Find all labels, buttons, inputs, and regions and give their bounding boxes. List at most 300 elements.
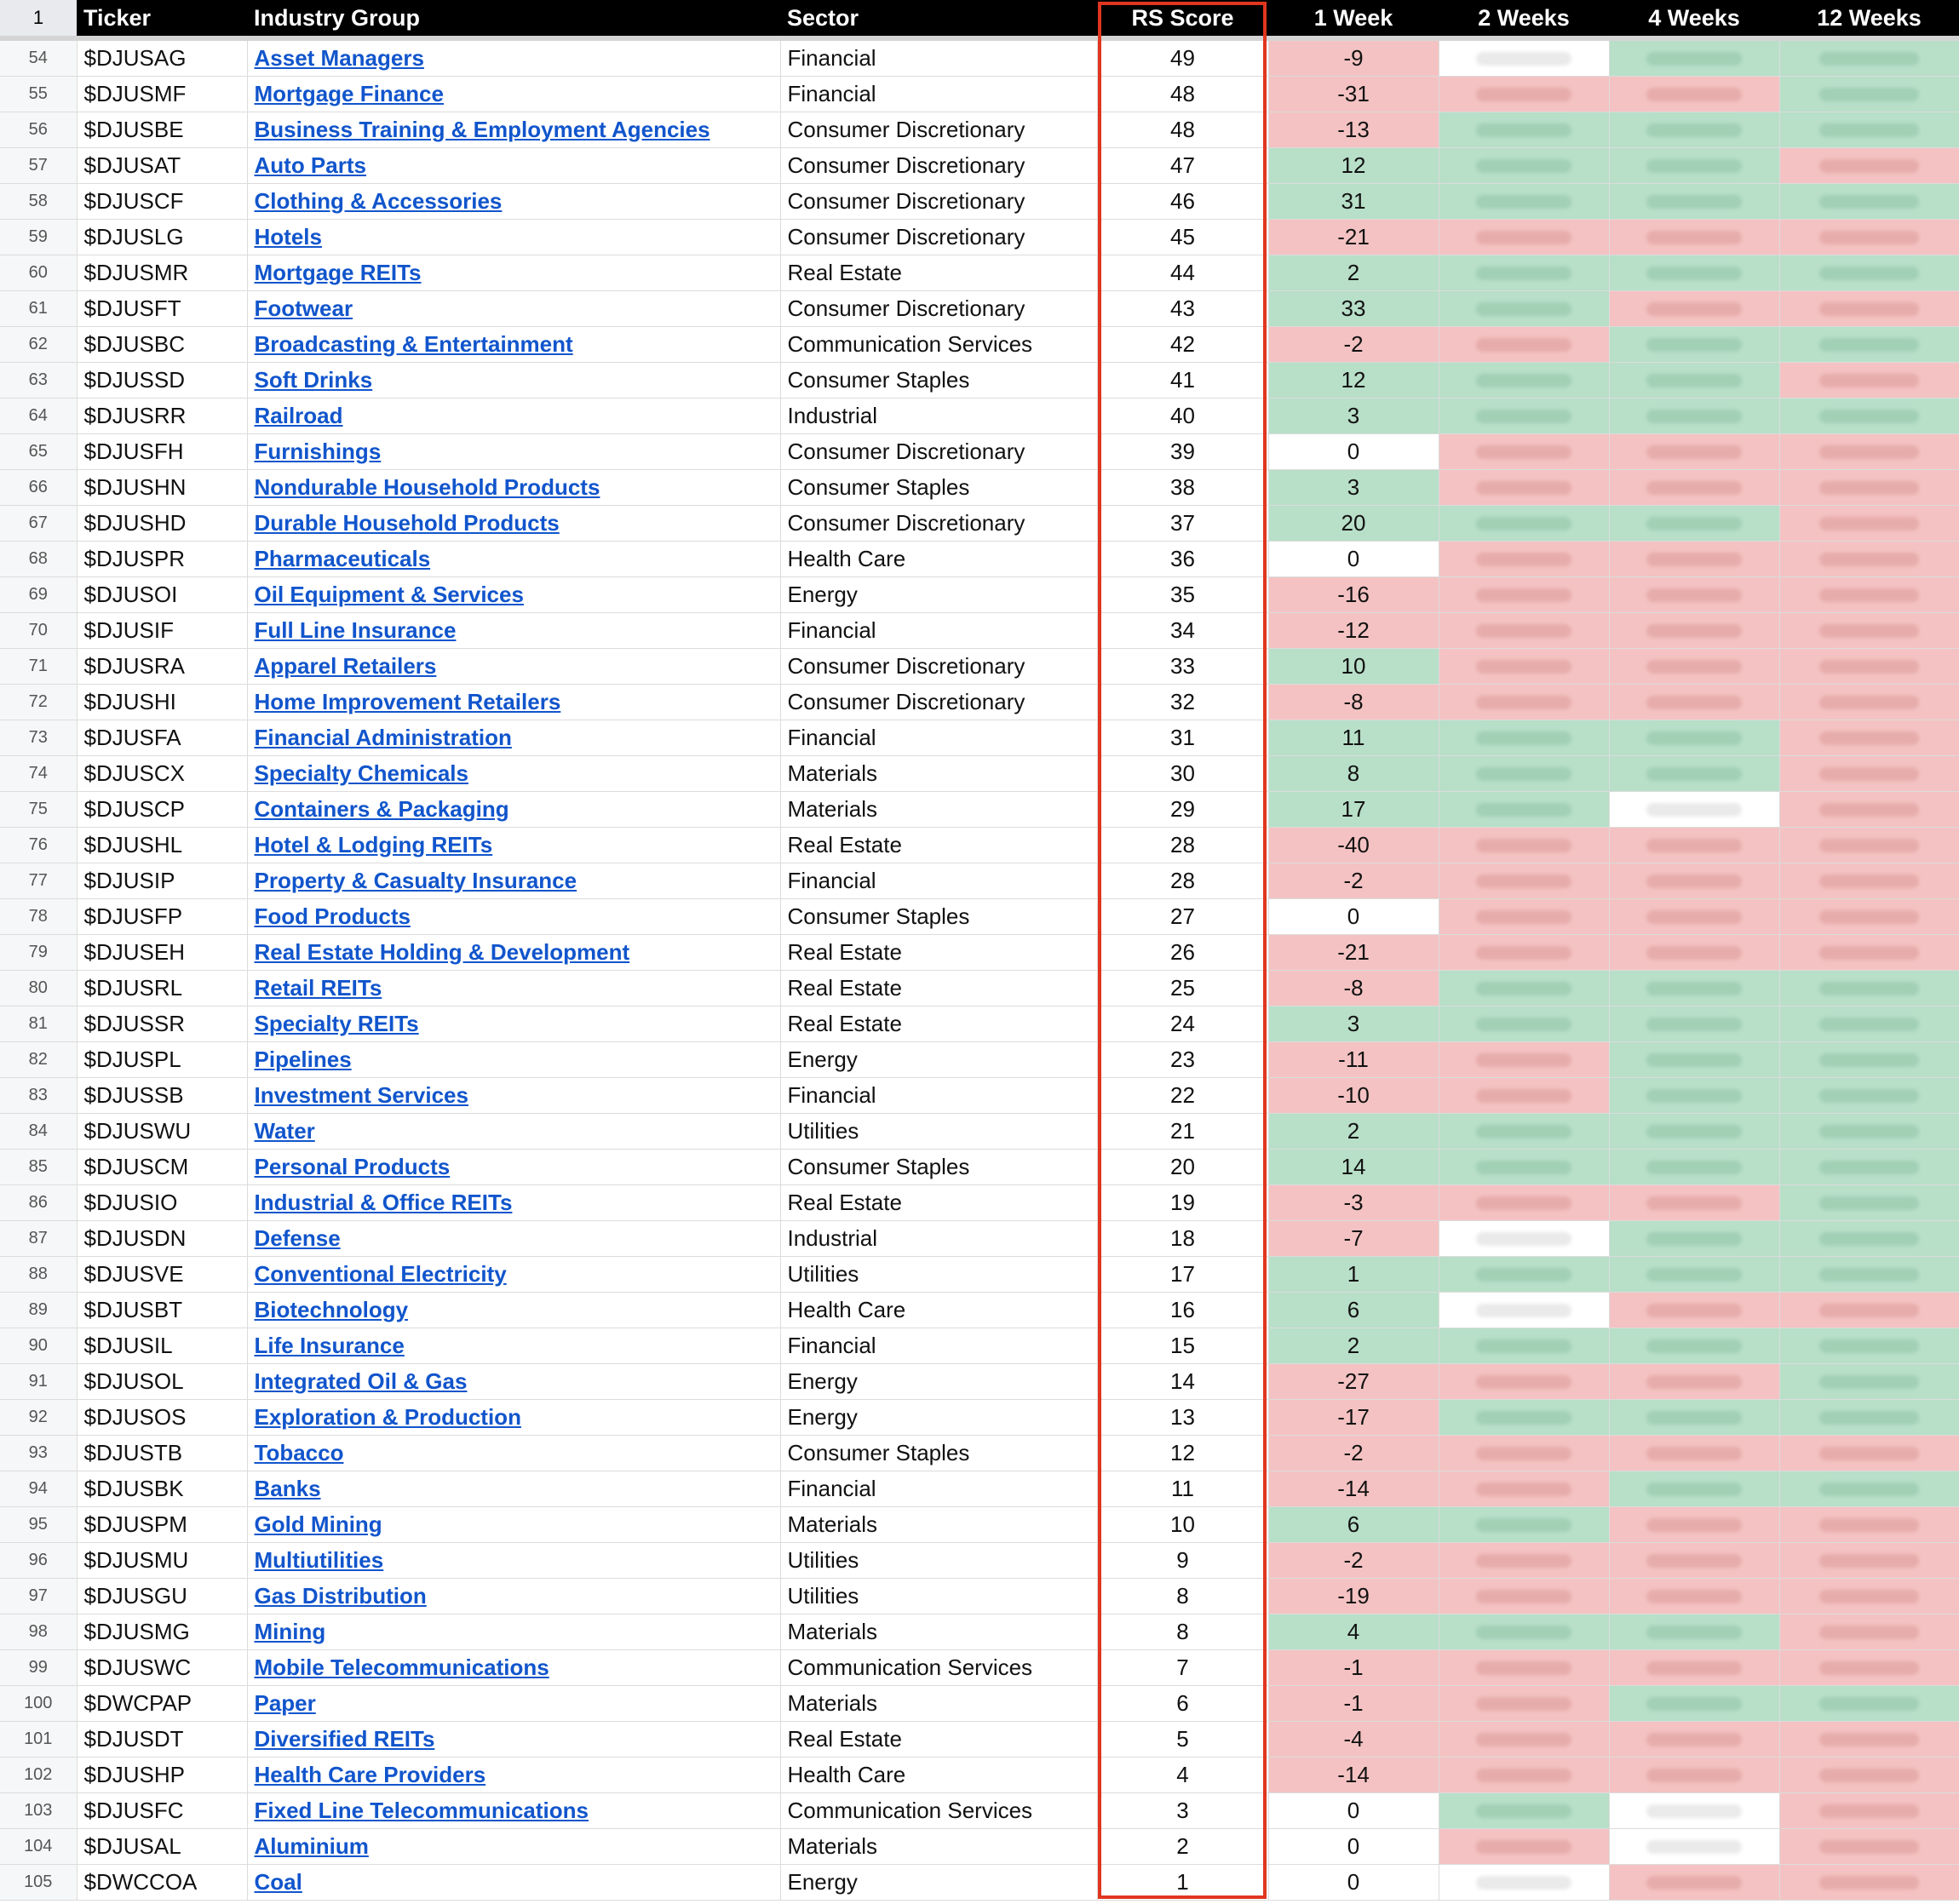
row-number[interactable]: 77 bbox=[0, 863, 77, 899]
ticker-cell[interactable]: $DJUSGU bbox=[77, 1579, 247, 1614]
week-1-change-cell[interactable]: -7 bbox=[1268, 1221, 1439, 1257]
row-number[interactable]: 96 bbox=[0, 1543, 77, 1579]
week-12-change-cell[interactable] bbox=[1779, 255, 1959, 291]
rs-score-cell[interactable]: 27 bbox=[1097, 899, 1268, 935]
week-1-change-cell[interactable]: -2 bbox=[1268, 327, 1439, 363]
ticker-cell[interactable]: $DJUSWC bbox=[77, 1650, 247, 1686]
industry-group-cell[interactable] bbox=[247, 577, 780, 613]
week-4-change-cell[interactable] bbox=[1609, 1257, 1779, 1293]
industry-group-link[interactable]: Asset Managers bbox=[254, 45, 424, 71]
sector-cell[interactable]: Financial bbox=[780, 1328, 1097, 1364]
table-row[interactable] bbox=[0, 38, 1959, 77]
column-header-rs-score[interactable]: RS Score bbox=[1131, 5, 1234, 31]
week-12-change-cell[interactable] bbox=[1779, 863, 1959, 899]
table-row[interactable] bbox=[0, 77, 1959, 112]
ticker-cell[interactable]: $DJUSMU bbox=[77, 1543, 247, 1579]
industry-group-link[interactable]: Conventional Electricity bbox=[254, 1261, 507, 1287]
ticker-cell[interactable]: $DJUSHN bbox=[77, 470, 247, 506]
rs-score-cell[interactable]: 38 bbox=[1097, 470, 1268, 506]
week-4-change-cell[interactable] bbox=[1609, 1042, 1779, 1078]
industry-group-link[interactable]: Biotechnology bbox=[254, 1297, 409, 1322]
ticker-cell[interactable]: $DWCCOA bbox=[77, 1865, 247, 1901]
sector-cell[interactable]: Utilities bbox=[780, 1114, 1097, 1150]
week-2-change-cell[interactable] bbox=[1439, 1221, 1609, 1257]
table-row[interactable] bbox=[0, 1758, 1959, 1793]
row-number[interactable]: 85 bbox=[0, 1150, 77, 1185]
week-1-change-cell[interactable]: -13 bbox=[1268, 112, 1439, 148]
industry-group-cell[interactable] bbox=[247, 1257, 780, 1293]
sector-cell[interactable]: Consumer Staples bbox=[780, 1150, 1097, 1185]
industry-group-link[interactable]: Footwear bbox=[254, 295, 353, 321]
industry-group-link[interactable]: Multiutilities bbox=[254, 1547, 384, 1573]
week-1-change-cell[interactable]: 0 bbox=[1268, 1829, 1439, 1865]
week-4-change-cell[interactable] bbox=[1609, 220, 1779, 255]
week-12-change-cell[interactable] bbox=[1779, 1543, 1959, 1579]
row-number[interactable]: 55 bbox=[0, 77, 77, 112]
industry-group-cell[interactable] bbox=[247, 506, 780, 542]
week-1-change-cell[interactable]: 2 bbox=[1268, 1328, 1439, 1364]
industry-group-cell[interactable] bbox=[247, 792, 780, 828]
week-12-change-cell[interactable] bbox=[1779, 1722, 1959, 1758]
week-2-change-cell[interactable] bbox=[1439, 184, 1609, 220]
week-4-change-cell[interactable] bbox=[1609, 1793, 1779, 1829]
ticker-cell[interactable]: $DJUSPL bbox=[77, 1042, 247, 1078]
industry-group-cell[interactable] bbox=[247, 327, 780, 363]
industry-group-cell[interactable] bbox=[247, 1650, 780, 1686]
table-row[interactable] bbox=[0, 971, 1959, 1006]
week-12-change-cell[interactable] bbox=[1779, 1614, 1959, 1650]
week-12-change-cell[interactable] bbox=[1779, 1078, 1959, 1114]
week-12-change-cell[interactable] bbox=[1779, 506, 1959, 542]
row-number[interactable]: 84 bbox=[0, 1114, 77, 1150]
industry-group-cell[interactable] bbox=[247, 863, 780, 899]
table-row[interactable] bbox=[0, 1364, 1959, 1400]
column-header-12-weeks[interactable]: 12 Weeks bbox=[1817, 5, 1922, 31]
table-row[interactable] bbox=[0, 1829, 1959, 1865]
week-1-change-cell[interactable]: 0 bbox=[1268, 1793, 1439, 1829]
industry-group-link[interactable]: Specialty REITs bbox=[254, 1011, 419, 1036]
week-1-change-cell[interactable]: -21 bbox=[1268, 935, 1439, 971]
row-number[interactable]: 81 bbox=[0, 1006, 77, 1042]
industry-group-link[interactable]: Mobile Telecommunications bbox=[254, 1655, 549, 1680]
week-1-change-cell[interactable]: 0 bbox=[1268, 434, 1439, 470]
sector-cell[interactable]: Utilities bbox=[780, 1543, 1097, 1579]
industry-group-link[interactable]: Oil Equipment & Services bbox=[254, 582, 524, 607]
week-12-change-cell[interactable] bbox=[1779, 1865, 1959, 1901]
week-2-change-cell[interactable] bbox=[1439, 399, 1609, 434]
ticker-cell[interactable]: $DJUSTB bbox=[77, 1436, 247, 1471]
rs-score-cell[interactable]: 21 bbox=[1097, 1114, 1268, 1150]
sector-cell[interactable]: Communication Services bbox=[780, 327, 1097, 363]
row-number[interactable]: 72 bbox=[0, 685, 77, 720]
sector-cell[interactable]: Communication Services bbox=[780, 1650, 1097, 1686]
industry-group-cell[interactable] bbox=[247, 899, 780, 935]
rs-score-cell[interactable]: 34 bbox=[1097, 613, 1268, 649]
table-row[interactable] bbox=[0, 1185, 1959, 1221]
sector-cell[interactable]: Materials bbox=[780, 1829, 1097, 1865]
week-12-change-cell[interactable] bbox=[1779, 1042, 1959, 1078]
ticker-cell[interactable]: $DJUSIP bbox=[77, 863, 247, 899]
week-1-change-cell[interactable]: -21 bbox=[1268, 220, 1439, 255]
industry-group-link[interactable]: Financial Administration bbox=[254, 725, 512, 750]
table-row[interactable] bbox=[0, 112, 1959, 148]
rs-score-cell[interactable]: 35 bbox=[1097, 577, 1268, 613]
industry-group-link[interactable]: Integrated Oil & Gas bbox=[254, 1368, 468, 1394]
week-2-change-cell[interactable] bbox=[1439, 899, 1609, 935]
week-2-change-cell[interactable] bbox=[1439, 1364, 1609, 1400]
week-12-change-cell[interactable] bbox=[1779, 1293, 1959, 1328]
sector-cell[interactable]: Energy bbox=[780, 1400, 1097, 1436]
week-1-change-cell[interactable]: -4 bbox=[1268, 1722, 1439, 1758]
week-2-change-cell[interactable] bbox=[1439, 685, 1609, 720]
industry-group-cell[interactable] bbox=[247, 1221, 780, 1257]
week-4-change-cell[interactable] bbox=[1609, 1758, 1779, 1793]
week-2-change-cell[interactable] bbox=[1439, 792, 1609, 828]
table-row[interactable] bbox=[0, 863, 1959, 899]
week-2-change-cell[interactable] bbox=[1439, 649, 1609, 685]
industry-group-cell[interactable] bbox=[247, 828, 780, 863]
column-header-ticker[interactable]: Ticker bbox=[83, 5, 152, 31]
ticker-cell[interactable]: $DJUSCM bbox=[77, 1150, 247, 1185]
week-2-change-cell[interactable] bbox=[1439, 220, 1609, 255]
sector-cell[interactable]: Materials bbox=[780, 792, 1097, 828]
week-12-change-cell[interactable] bbox=[1779, 1221, 1959, 1257]
week-12-change-cell[interactable] bbox=[1779, 399, 1959, 434]
week-1-change-cell[interactable]: 17 bbox=[1268, 792, 1439, 828]
sector-cell[interactable]: Materials bbox=[780, 1686, 1097, 1722]
week-1-change-cell[interactable]: 1 bbox=[1268, 1257, 1439, 1293]
industry-group-cell[interactable] bbox=[247, 1006, 780, 1042]
week-4-change-cell[interactable] bbox=[1609, 1650, 1779, 1686]
sector-cell[interactable]: Materials bbox=[780, 1614, 1097, 1650]
week-12-change-cell[interactable] bbox=[1779, 1758, 1959, 1793]
week-1-change-cell[interactable]: 11 bbox=[1268, 720, 1439, 756]
ticker-cell[interactable]: $DJUSCF bbox=[77, 184, 247, 220]
column-header-sector[interactable]: Sector bbox=[787, 5, 859, 31]
ticker-cell[interactable]: $DJUSOS bbox=[77, 1400, 247, 1436]
row-number[interactable]: 64 bbox=[0, 399, 77, 434]
week-1-change-cell[interactable]: 4 bbox=[1268, 1614, 1439, 1650]
week-12-change-cell[interactable] bbox=[1779, 363, 1959, 399]
sector-cell[interactable]: Consumer Staples bbox=[780, 363, 1097, 399]
industry-group-cell[interactable] bbox=[247, 1614, 780, 1650]
week-2-change-cell[interactable] bbox=[1439, 327, 1609, 363]
sector-cell[interactable]: Consumer Discretionary bbox=[780, 112, 1097, 148]
industry-group-link[interactable]: Exploration & Production bbox=[254, 1404, 521, 1430]
week-4-change-cell[interactable] bbox=[1609, 1328, 1779, 1364]
industry-group-cell[interactable] bbox=[247, 291, 780, 327]
week-2-change-cell[interactable] bbox=[1439, 1758, 1609, 1793]
industry-group-link[interactable]: Containers & Packaging bbox=[254, 796, 509, 822]
week-2-change-cell[interactable] bbox=[1439, 38, 1609, 77]
week-4-change-cell[interactable] bbox=[1609, 327, 1779, 363]
rs-score-cell[interactable]: 11 bbox=[1097, 1471, 1268, 1507]
table-row[interactable] bbox=[0, 1793, 1959, 1829]
rs-score-cell[interactable]: 31 bbox=[1097, 720, 1268, 756]
week-2-change-cell[interactable] bbox=[1439, 470, 1609, 506]
ticker-cell[interactable]: $DJUSRL bbox=[77, 971, 247, 1006]
table-row[interactable] bbox=[0, 506, 1959, 542]
week-4-change-cell[interactable] bbox=[1609, 1185, 1779, 1221]
week-1-change-cell[interactable]: 3 bbox=[1268, 1006, 1439, 1042]
week-4-change-cell[interactable] bbox=[1609, 77, 1779, 112]
industry-group-link[interactable]: Aluminium bbox=[254, 1833, 369, 1859]
week-4-change-cell[interactable] bbox=[1609, 38, 1779, 77]
week-2-change-cell[interactable] bbox=[1439, 577, 1609, 613]
ticker-cell[interactable]: $DJUSIL bbox=[77, 1328, 247, 1364]
sector-cell[interactable]: Industrial bbox=[780, 399, 1097, 434]
week-1-change-cell[interactable]: 8 bbox=[1268, 756, 1439, 792]
ticker-cell[interactable]: $DJUSDT bbox=[77, 1722, 247, 1758]
industry-group-link[interactable]: Apparel Retailers bbox=[254, 653, 437, 679]
week-12-change-cell[interactable] bbox=[1779, 1793, 1959, 1829]
week-4-change-cell[interactable] bbox=[1609, 1471, 1779, 1507]
week-12-change-cell[interactable] bbox=[1779, 1114, 1959, 1150]
week-1-change-cell[interactable]: 0 bbox=[1268, 899, 1439, 935]
sector-cell[interactable]: Real Estate bbox=[780, 971, 1097, 1006]
ticker-cell[interactable]: $DJUSFC bbox=[77, 1793, 247, 1829]
ticker-cell[interactable]: $DJUSAL bbox=[77, 1829, 247, 1865]
table-row[interactable] bbox=[0, 148, 1959, 184]
week-12-change-cell[interactable] bbox=[1779, 1829, 1959, 1865]
week-4-change-cell[interactable] bbox=[1609, 291, 1779, 327]
week-2-change-cell[interactable] bbox=[1439, 255, 1609, 291]
week-2-change-cell[interactable] bbox=[1439, 720, 1609, 756]
week-4-change-cell[interactable] bbox=[1609, 1006, 1779, 1042]
week-12-change-cell[interactable] bbox=[1779, 1400, 1959, 1436]
week-1-change-cell[interactable]: -8 bbox=[1268, 685, 1439, 720]
ticker-cell[interactable]: $DJUSFA bbox=[77, 720, 247, 756]
row-number[interactable]: 59 bbox=[0, 220, 77, 255]
week-2-change-cell[interactable] bbox=[1439, 613, 1609, 649]
week-12-change-cell[interactable] bbox=[1779, 291, 1959, 327]
industry-group-cell[interactable] bbox=[247, 38, 780, 77]
week-4-change-cell[interactable] bbox=[1609, 1221, 1779, 1257]
industry-group-cell[interactable] bbox=[247, 1114, 780, 1150]
row-number[interactable]: 82 bbox=[0, 1042, 77, 1078]
industry-group-cell[interactable] bbox=[247, 1507, 780, 1543]
sector-cell[interactable]: Industrial bbox=[780, 1221, 1097, 1257]
rs-score-cell[interactable]: 40 bbox=[1097, 399, 1268, 434]
industry-group-cell[interactable] bbox=[247, 971, 780, 1006]
week-4-change-cell[interactable] bbox=[1609, 1829, 1779, 1865]
industry-group-link[interactable]: Real Estate Holding & Development bbox=[254, 939, 630, 965]
industry-group-cell[interactable] bbox=[247, 1042, 780, 1078]
week-2-change-cell[interactable] bbox=[1439, 1185, 1609, 1221]
week-4-change-cell[interactable] bbox=[1609, 1364, 1779, 1400]
industry-group-cell[interactable] bbox=[247, 720, 780, 756]
industry-group-cell[interactable] bbox=[247, 1543, 780, 1579]
week-12-change-cell[interactable] bbox=[1779, 1650, 1959, 1686]
rs-score-cell[interactable]: 24 bbox=[1097, 1006, 1268, 1042]
week-1-change-cell[interactable]: -12 bbox=[1268, 613, 1439, 649]
ticker-cell[interactable]: $DJUSVE bbox=[77, 1257, 247, 1293]
row-number[interactable]: 78 bbox=[0, 899, 77, 935]
row-number[interactable]: 92 bbox=[0, 1400, 77, 1436]
row-number[interactable]: 95 bbox=[0, 1507, 77, 1543]
week-2-change-cell[interactable] bbox=[1439, 291, 1609, 327]
week-2-change-cell[interactable] bbox=[1439, 935, 1609, 971]
ticker-cell[interactable]: $DJUSWU bbox=[77, 1114, 247, 1150]
industry-group-cell[interactable] bbox=[247, 1579, 780, 1614]
industry-group-cell[interactable] bbox=[247, 77, 780, 112]
week-12-change-cell[interactable] bbox=[1779, 434, 1959, 470]
ticker-cell[interactable]: $DJUSAT bbox=[77, 148, 247, 184]
week-2-change-cell[interactable] bbox=[1439, 434, 1609, 470]
industry-group-cell[interactable] bbox=[247, 112, 780, 148]
row-number[interactable]: 93 bbox=[0, 1436, 77, 1471]
rs-score-cell[interactable]: 19 bbox=[1097, 1185, 1268, 1221]
table-row[interactable] bbox=[0, 1650, 1959, 1686]
ticker-cell[interactable]: $DJUSHI bbox=[77, 685, 247, 720]
sector-cell[interactable]: Consumer Discretionary bbox=[780, 506, 1097, 542]
row-number[interactable]: 74 bbox=[0, 756, 77, 792]
row-number-header[interactable]: 1 bbox=[0, 0, 77, 38]
rs-score-cell[interactable]: 49 bbox=[1097, 38, 1268, 77]
week-4-change-cell[interactable] bbox=[1609, 685, 1779, 720]
row-number[interactable]: 62 bbox=[0, 327, 77, 363]
week-2-change-cell[interactable] bbox=[1439, 1042, 1609, 1078]
ticker-cell[interactable]: $DJUSIF bbox=[77, 613, 247, 649]
week-4-change-cell[interactable] bbox=[1609, 613, 1779, 649]
row-number[interactable]: 102 bbox=[0, 1758, 77, 1793]
ticker-cell[interactable]: $DJUSAG bbox=[77, 38, 247, 77]
week-2-change-cell[interactable] bbox=[1439, 756, 1609, 792]
industry-group-cell[interactable] bbox=[247, 1758, 780, 1793]
week-1-change-cell[interactable]: -10 bbox=[1268, 1078, 1439, 1114]
ticker-cell[interactable]: $DJUSFT bbox=[77, 291, 247, 327]
industry-group-cell[interactable] bbox=[247, 1829, 780, 1865]
row-number[interactable]: 94 bbox=[0, 1471, 77, 1507]
ticker-cell[interactable]: $DJUSSD bbox=[77, 363, 247, 399]
industry-group-link[interactable]: Hotel & Lodging REITs bbox=[254, 832, 493, 857]
week-4-change-cell[interactable] bbox=[1609, 792, 1779, 828]
week-2-change-cell[interactable] bbox=[1439, 148, 1609, 184]
rs-score-cell[interactable]: 26 bbox=[1097, 935, 1268, 971]
week-1-change-cell[interactable]: -3 bbox=[1268, 1185, 1439, 1221]
industry-group-link[interactable]: Business Training & Employment Agencies bbox=[254, 117, 710, 142]
week-12-change-cell[interactable] bbox=[1779, 1185, 1959, 1221]
ticker-cell[interactable]: $DJUSPR bbox=[77, 542, 247, 577]
rs-score-cell[interactable]: 28 bbox=[1097, 863, 1268, 899]
week-12-change-cell[interactable] bbox=[1779, 1257, 1959, 1293]
week-12-change-cell[interactable] bbox=[1779, 77, 1959, 112]
week-12-change-cell[interactable] bbox=[1779, 112, 1959, 148]
industry-group-link[interactable]: Personal Products bbox=[254, 1154, 451, 1179]
industry-group-link[interactable]: Durable Household Products bbox=[254, 510, 560, 536]
industry-group-link[interactable]: Gold Mining bbox=[254, 1511, 382, 1537]
week-1-change-cell[interactable]: 2 bbox=[1268, 1114, 1439, 1150]
row-number[interactable]: 66 bbox=[0, 470, 77, 506]
week-4-change-cell[interactable] bbox=[1609, 899, 1779, 935]
week-12-change-cell[interactable] bbox=[1779, 148, 1959, 184]
table-row[interactable] bbox=[0, 1722, 1959, 1758]
industry-group-link[interactable]: Tobacco bbox=[254, 1440, 344, 1465]
row-number[interactable]: 99 bbox=[0, 1650, 77, 1686]
industry-group-link[interactable]: Clothing & Accessories bbox=[254, 188, 503, 214]
row-number[interactable]: 61 bbox=[0, 291, 77, 327]
ticker-cell[interactable]: $DJUSOI bbox=[77, 577, 247, 613]
industry-group-link[interactable]: Gas Distribution bbox=[254, 1583, 427, 1609]
sector-cell[interactable]: Consumer Staples bbox=[780, 899, 1097, 935]
rs-score-cell[interactable]: 48 bbox=[1097, 77, 1268, 112]
row-number[interactable]: 100 bbox=[0, 1686, 77, 1722]
row-number[interactable]: 54 bbox=[0, 38, 77, 77]
rs-score-cell[interactable]: 14 bbox=[1097, 1364, 1268, 1400]
week-4-change-cell[interactable] bbox=[1609, 1507, 1779, 1543]
rs-score-cell[interactable]: 4 bbox=[1097, 1758, 1268, 1793]
industry-group-link[interactable]: Mortgage Finance bbox=[254, 81, 444, 106]
industry-group-link[interactable]: Mortgage REITs bbox=[254, 260, 422, 285]
ticker-cell[interactable]: $DJUSSB bbox=[77, 1078, 247, 1114]
rs-score-cell[interactable]: 33 bbox=[1097, 649, 1268, 685]
row-number[interactable]: 68 bbox=[0, 542, 77, 577]
rs-score-cell[interactable]: 15 bbox=[1097, 1328, 1268, 1364]
week-4-change-cell[interactable] bbox=[1609, 577, 1779, 613]
week-1-change-cell[interactable]: -14 bbox=[1268, 1471, 1439, 1507]
rs-score-cell[interactable]: 9 bbox=[1097, 1543, 1268, 1579]
row-number[interactable]: 60 bbox=[0, 255, 77, 291]
sector-cell[interactable]: Real Estate bbox=[780, 1006, 1097, 1042]
sector-cell[interactable]: Consumer Discretionary bbox=[780, 649, 1097, 685]
industry-group-link[interactable]: Furnishings bbox=[254, 439, 382, 464]
table-row[interactable] bbox=[0, 363, 1959, 399]
table-row[interactable] bbox=[0, 828, 1959, 863]
week-4-change-cell[interactable] bbox=[1609, 255, 1779, 291]
rs-score-cell[interactable]: 32 bbox=[1097, 685, 1268, 720]
table-row[interactable] bbox=[0, 1257, 1959, 1293]
week-12-change-cell[interactable] bbox=[1779, 649, 1959, 685]
row-number[interactable]: 88 bbox=[0, 1257, 77, 1293]
week-2-change-cell[interactable] bbox=[1439, 112, 1609, 148]
week-1-change-cell[interactable]: 12 bbox=[1268, 363, 1439, 399]
week-12-change-cell[interactable] bbox=[1779, 1150, 1959, 1185]
row-number[interactable]: 63 bbox=[0, 363, 77, 399]
rs-score-cell[interactable]: 46 bbox=[1097, 184, 1268, 220]
week-2-change-cell[interactable] bbox=[1439, 1471, 1609, 1507]
table-row[interactable] bbox=[0, 542, 1959, 577]
week-12-change-cell[interactable] bbox=[1779, 792, 1959, 828]
rs-score-cell[interactable]: 16 bbox=[1097, 1293, 1268, 1328]
week-2-change-cell[interactable] bbox=[1439, 828, 1609, 863]
week-1-change-cell[interactable]: 14 bbox=[1268, 1150, 1439, 1185]
industry-group-cell[interactable] bbox=[247, 685, 780, 720]
table-row[interactable] bbox=[0, 434, 1959, 470]
week-4-change-cell[interactable] bbox=[1609, 506, 1779, 542]
industry-group-link[interactable]: Water bbox=[254, 1118, 315, 1144]
week-1-change-cell[interactable]: 3 bbox=[1268, 399, 1439, 434]
week-12-change-cell[interactable] bbox=[1779, 1579, 1959, 1614]
week-4-change-cell[interactable] bbox=[1609, 1722, 1779, 1758]
ticker-cell[interactable]: $DJUSRA bbox=[77, 649, 247, 685]
week-1-change-cell[interactable]: 20 bbox=[1268, 506, 1439, 542]
week-12-change-cell[interactable] bbox=[1779, 1328, 1959, 1364]
sector-cell[interactable]: Financial bbox=[780, 38, 1097, 77]
week-1-change-cell[interactable]: -8 bbox=[1268, 971, 1439, 1006]
week-4-change-cell[interactable] bbox=[1609, 470, 1779, 506]
sector-cell[interactable]: Health Care bbox=[780, 1758, 1097, 1793]
industry-group-cell[interactable] bbox=[247, 1686, 780, 1722]
table-row[interactable] bbox=[0, 399, 1959, 434]
week-2-change-cell[interactable] bbox=[1439, 506, 1609, 542]
week-4-change-cell[interactable] bbox=[1609, 1293, 1779, 1328]
week-2-change-cell[interactable] bbox=[1439, 1006, 1609, 1042]
row-number[interactable]: 104 bbox=[0, 1829, 77, 1865]
week-12-change-cell[interactable] bbox=[1779, 1364, 1959, 1400]
week-4-change-cell[interactable] bbox=[1609, 649, 1779, 685]
week-4-change-cell[interactable] bbox=[1609, 542, 1779, 577]
industry-group-cell[interactable] bbox=[247, 434, 780, 470]
